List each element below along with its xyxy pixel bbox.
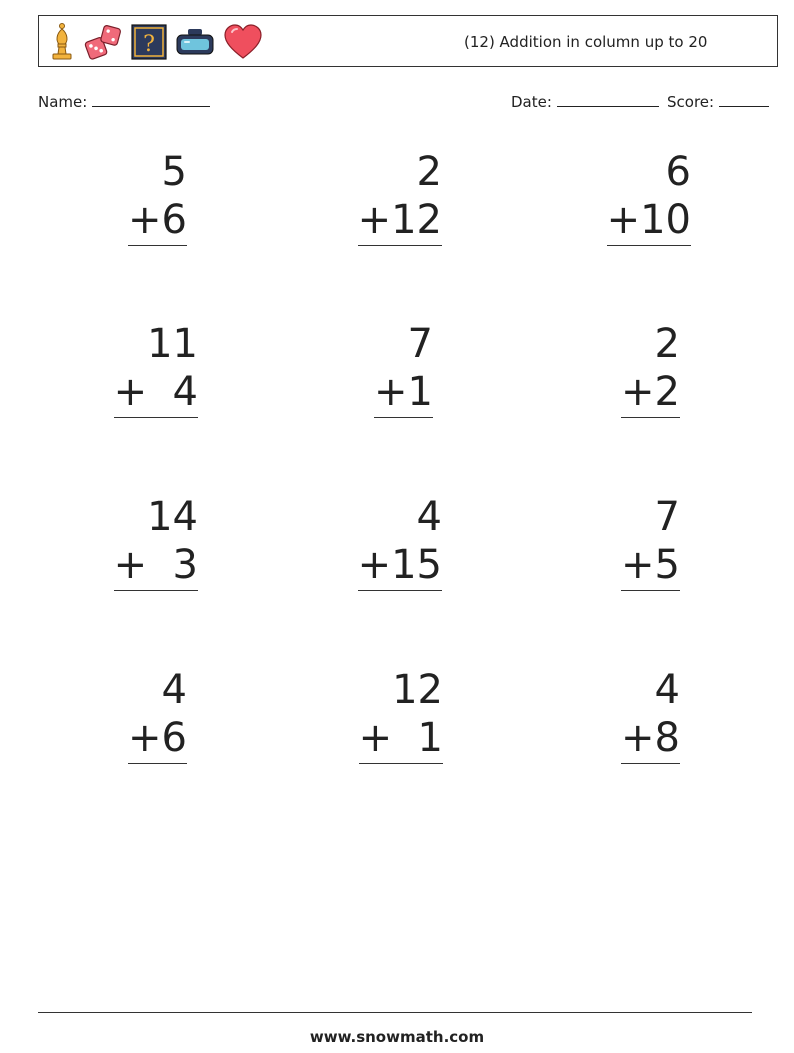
problem-11: [313, 666, 443, 764]
addend-bottom: +15: [358, 541, 442, 591]
problem-2: [312, 148, 442, 246]
problem-5: [303, 320, 433, 418]
dice-icon: [83, 22, 123, 62]
addend-bottom: +1: [374, 368, 433, 418]
addend-top: 12: [392, 667, 443, 713]
chess-bishop-icon: [49, 22, 75, 62]
problem-10: [57, 666, 187, 764]
addend-bottom: +8: [621, 714, 680, 764]
score-blank[interactable]: [719, 92, 769, 107]
addend-top: 11: [147, 321, 198, 367]
addend-bottom: +2: [621, 368, 680, 418]
problem-6: [550, 320, 680, 418]
name-label: Name:: [38, 93, 88, 111]
problem-7: [68, 493, 198, 591]
problem-9: [550, 493, 680, 591]
addend-bottom: +10: [607, 196, 691, 246]
header-icons: [49, 20, 263, 64]
problem-12: [550, 666, 680, 764]
footer-site[interactable]: www.snowmath.com: [309, 1028, 485, 1046]
addend-top: 6: [665, 149, 691, 195]
addend-bottom: + 3: [114, 541, 198, 591]
problem-4: [68, 320, 198, 418]
name-blank[interactable]: [92, 92, 210, 107]
addend-top: 2: [654, 321, 680, 367]
problem-1: [57, 148, 187, 246]
score-field: [667, 92, 769, 111]
date-field: [511, 92, 659, 111]
svg-text:?: ?: [143, 32, 155, 57]
date-label: Date:: [511, 93, 552, 111]
addend-bottom: +6: [128, 196, 187, 246]
name-field: [38, 92, 210, 111]
date-blank[interactable]: [557, 92, 659, 107]
addend-top: 4: [161, 667, 187, 713]
addend-bottom: +5: [621, 541, 680, 591]
addend-top: 7: [407, 321, 433, 367]
problem-3: [561, 148, 691, 246]
addend-top: 4: [654, 667, 680, 713]
addend-bottom: + 4: [114, 368, 198, 418]
addend-bottom: +6: [128, 714, 187, 764]
footer-divider: [38, 1012, 752, 1013]
problem-8: [312, 493, 442, 591]
worksheet-header: [38, 15, 778, 67]
vr-headset-icon: [175, 26, 215, 58]
addend-bottom: +12: [358, 196, 442, 246]
addend-top: 7: [654, 494, 680, 540]
addend-bottom: + 1: [359, 714, 443, 764]
addend-top: 14: [147, 494, 198, 540]
worksheet-title: (12) Addition in column up to 20: [464, 33, 708, 51]
addend-top: 5: [161, 149, 187, 195]
score-label: Score:: [667, 93, 715, 111]
heart-icon: [223, 24, 263, 60]
addend-top: 4: [416, 494, 442, 540]
question-box-icon: [131, 24, 167, 60]
addend-top: 2: [416, 149, 442, 195]
